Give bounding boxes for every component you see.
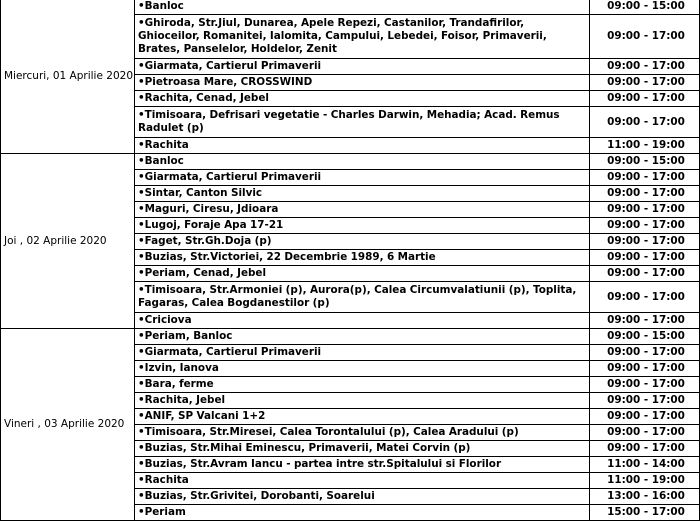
time-cell: 09:00 - 17:00 [590,218,700,234]
time-cell: 09:00 - 17:00 [590,170,700,186]
time-cell: 09:00 - 17:00 [590,441,700,457]
time-cell: 09:00 - 17:00 [590,377,700,393]
location-cell: •Buzias, Str.Mihai Eminescu, Primaverii, Matei Corvin (p) [135,441,590,457]
time-cell: 09:00 - 17:00 [590,186,700,202]
time-cell: 09:00 - 17:00 [590,361,700,377]
time-cell: 09:00 - 17:00 [590,15,700,59]
location-cell: •Buzias, Str.Avram Iancu - partea intre str.Spitalului si Florilor [135,457,590,473]
time-cell: 09:00 - 17:00 [590,282,700,313]
time-cell: 09:00 - 17:00 [590,234,700,250]
time-cell: 09:00 - 17:00 [590,425,700,441]
location-cell: •Rachita [135,473,590,489]
day-cell: Joi , 02 Aprilie 2020 [1,154,135,329]
time-cell: 09:00 - 17:00 [590,409,700,425]
time-cell: 09:00 - 17:00 [590,107,700,138]
time-cell: 09:00 - 17:00 [590,313,700,329]
location-cell: •Lugoj, Foraje Apa 17-21 [135,218,590,234]
location-cell: •Giarmata, Cartierul Primaverii [135,170,590,186]
location-cell: •Izvin, Ianova [135,361,590,377]
location-cell: •Periam, Cenad, Jebel [135,266,590,282]
day-cell: Vineri , 03 Aprilie 2020 [1,329,135,521]
location-cell: •Rachita, Jebel [135,393,590,409]
table-row [1,0,700,15]
location-cell: •ANIF, SP Valcani 1+2 [135,409,590,425]
table-row [1,329,700,345]
location-cell: •Banloc [135,154,590,170]
time-cell: 09:00 - 17:00 [590,91,700,107]
location-cell: •Maguri, Ciresu, Jdioara [135,202,590,218]
time-cell: 15:00 - 17:00 [590,505,700,521]
time-cell: 13:00 - 16:00 [590,489,700,505]
location-cell: •Banloc [135,0,590,15]
location-cell: •Sintar, Canton Silvic [135,186,590,202]
day-cell: Miercuri, 01 Aprilie 2020 [1,0,135,154]
time-cell: 09:00 - 15:00 [590,0,700,15]
location-cell: •Rachita, Cenad, Jebel [135,91,590,107]
time-cell: 09:00 - 15:00 [590,329,700,345]
location-cell: •Timisoara, Defrisari vegetatie - Charles Darwin, Mehadia; Acad. Remus Radulet (p) [135,107,590,138]
time-cell: 09:00 - 17:00 [590,75,700,91]
location-cell: •Buzias, Str.Victoriei, 22 Decembrie 1989, 6 Martie [135,250,590,266]
time-cell: 09:00 - 15:00 [590,154,700,170]
location-cell: •Timisoara, Str.Armoniei (p), Aurora(p), Calea Circumvalatiunii (p), Toplita, Fagaras, Calea Bogdanestilor (p) [135,282,590,313]
time-cell: 09:00 - 17:00 [590,266,700,282]
location-cell: •Buzias, Str.Grivitei, Dorobanti, Soarelui [135,489,590,505]
location-cell: •Bara, ferme [135,377,590,393]
time-cell: 09:00 - 17:00 [590,202,700,218]
location-cell: •Periam, Banloc [135,329,590,345]
location-cell: •Rachita [135,138,590,154]
location-cell: •Timisoara, Str.Miresei, Calea Torontalului (p), Calea Aradului (p) [135,425,590,441]
location-cell: •Ghiroda, Str.Jiul, Dunarea, Apele Repezi, Castanilor, Trandafirilor, Ghioceilor, Romanitei, Ialomita, Campului, Lebedei, Foisor, Primaverii, Brates, Panselelor, Holdelor, Zenit [135,15,590,59]
location-cell: •Giarmata, Cartierul Primaverii [135,59,590,75]
time-cell: 09:00 - 17:00 [590,250,700,266]
time-cell: 09:00 - 17:00 [590,393,700,409]
time-cell: 11:00 - 19:00 [590,138,700,154]
table-row [1,154,700,170]
location-cell: •Pietroasa Mare, CROSSWIND [135,75,590,91]
location-cell: •Periam [135,505,590,521]
location-cell: •Faget, Str.Gh.Doja (p) [135,234,590,250]
schedule-body [1,0,700,521]
time-cell: 11:00 - 14:00 [590,457,700,473]
time-cell: 09:00 - 17:00 [590,59,700,75]
location-cell: •Criciova [135,313,590,329]
time-cell: 09:00 - 17:00 [590,345,700,361]
location-cell: •Giarmata, Cartierul Primaverii [135,345,590,361]
time-cell: 11:00 - 19:00 [590,473,700,489]
